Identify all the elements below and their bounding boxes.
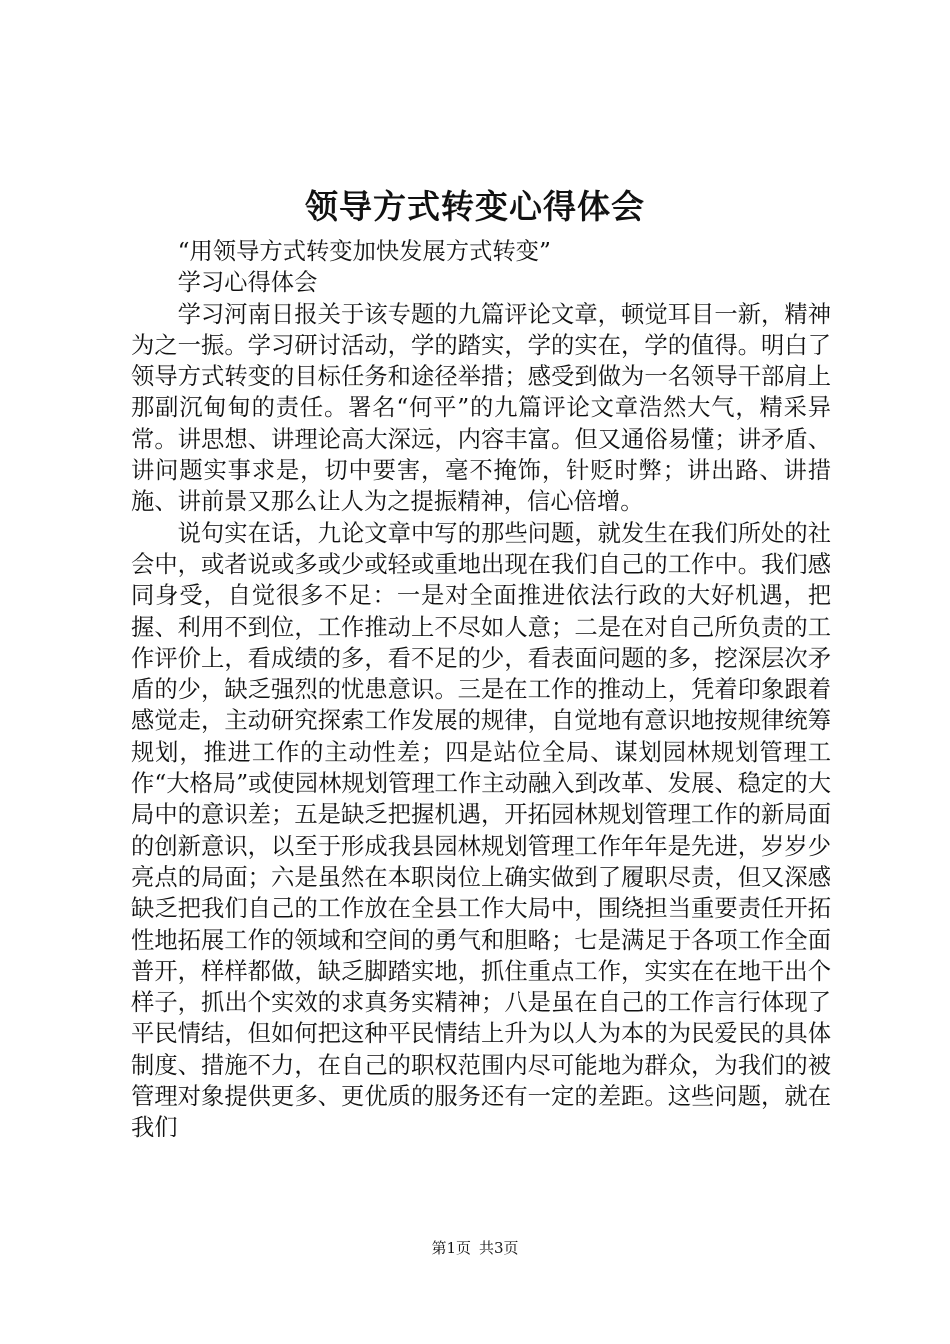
page-number: 第1页 (431, 1239, 471, 1257)
subtitle-line: 学习心得体会 (177, 269, 318, 297)
page-total: 共3页 (479, 1239, 519, 1257)
body-paragraph: 说句实在话，九论文章中写的那些问题，就发生在我们所处的社会中，或者说或多或少或轻或重地出现在我们自己的工作中。我们感同身受，自觉很多不足：一是对全面推进依法行政的大好机遇，把握、利用不到位，工作推动上不尽如人意；二是在对自己所负责的工作评价上，看成绩的多，看不足的少，看表面问题的多，挖深层次矛盾的少，缺乏强烈的忧患意识。三是在工作的推动上，凭着印象跟着感觉走，主动研究探索工作发展的规律，自觉地有意识地按规律统筹规划，推进工作的主动性差；四是站位全局、谋划园林规划管理工作“大格局”或使园林规划管理工作主动融入到改革、发展、稳定的大局中的意识差；五是缺乏把握机遇，开拓园林规划管理工作的新局面的创新意识，以至于形成我县园林规划管理工作年年是先进，岁岁少亮点的局面；六是虽然在本职岗位上确实做到了履职尽责，但又深感缺乏把我们自己的工作放在全县工作大局中，围绕担当重要责任开拓性地拓展工作的领域和空间的勇气和胆略；七是满足于各项工作全面普开，样样都做，缺乏脚踏实地，抓住重点工作，实实在在地干出个样子，抓出个实效的求真务实精神；八是虽在自己的工作言行体现了平民情结，但如何把这种平民情结上升为以人为本的为民爱民的具体制度、措施不力，在自己的职权范围内尽可能地为群众，为我们的被管理对象提供更多、更优质的服务还有一定的差距。这些问题，就在我们 (131, 519, 831, 1142)
document-title: 领导方式转变心得体会 (305, 187, 645, 226)
document-body (131, 236, 831, 1144)
page-footer (0, 1237, 950, 1259)
body-paragraph: 学习河南日报关于该专题的九篇评论文章，顿觉耳目一新，精神为之一振。学习研讨活动，学的踏实，学的实在，学的值得。明白了领导方式转变的目标任务和途径举措；感受到做为一名领导干部肩上那副沉甸甸的责任。署名“何平”的九篇评论文章浩然大气，精采异常。讲思想、讲理论高大深远，内容丰富。但又通俗易懂；讲矛盾、讲问题实事求是，切中要害，毫不掩饰，针贬时弊；讲出路、讲措施、讲前景又那么让人为之提振精神，信心倍增。 (131, 300, 831, 516)
subtitle-line: “用领导方式转变加快发展方式转变” (177, 238, 551, 265)
